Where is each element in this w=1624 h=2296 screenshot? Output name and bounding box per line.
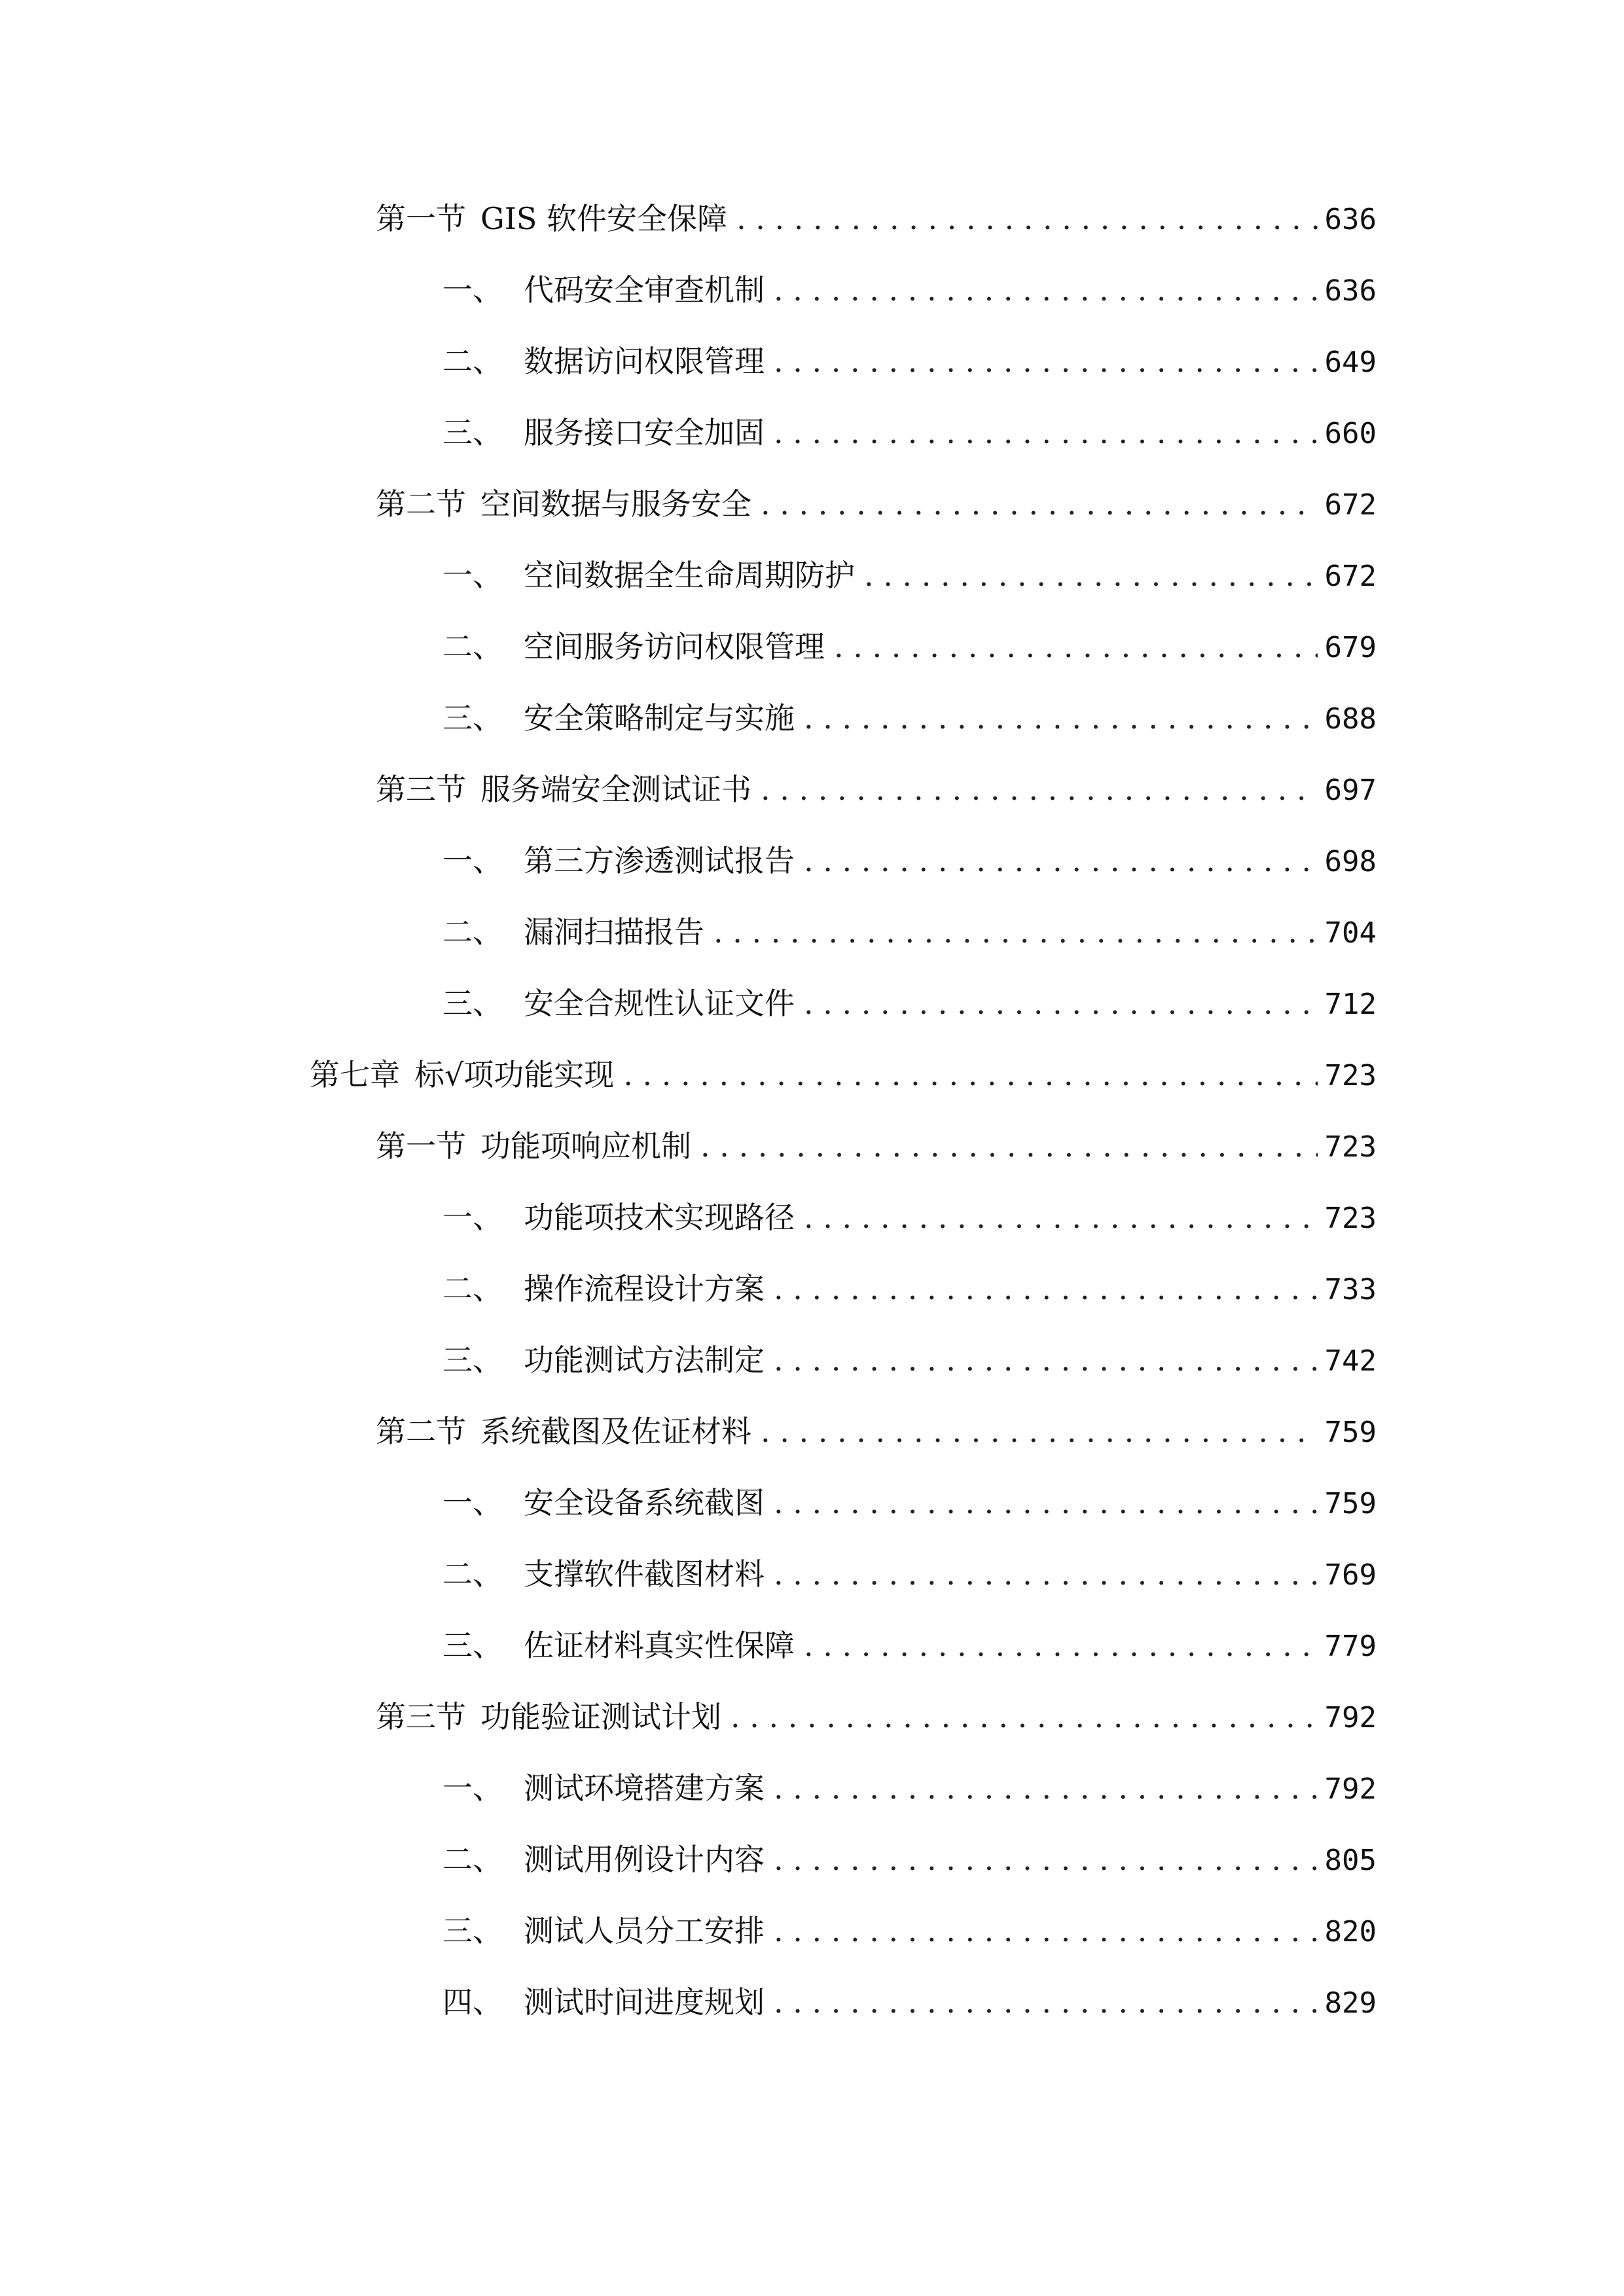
toc-entry-prefix: 二、 — [442, 344, 503, 379]
toc-entry-prefix: 第二节 — [376, 1414, 466, 1449]
toc-entry-prefix: 二、 — [442, 914, 503, 950]
toc-entry-prefix: 第一节 — [376, 1128, 466, 1164]
toc-entry-page: 829 — [1324, 1986, 1377, 2020]
toc-entry[interactable] — [442, 1340, 1377, 1380]
toc-entry[interactable] — [442, 627, 1377, 666]
toc-entry-prefix: 二、 — [442, 629, 503, 664]
toc-entry-page: 792 — [1324, 1701, 1377, 1734]
toc-entry-title: 代码安全审查机制 — [524, 272, 765, 308]
toc-entry[interactable] — [376, 1412, 1377, 1451]
toc-entry-page: 769 — [1324, 1558, 1377, 1592]
toc-entry-prefix: 三、 — [442, 1342, 503, 1378]
toc-entry-page: 698 — [1324, 845, 1377, 878]
toc-entry[interactable] — [442, 698, 1377, 738]
toc-entry-prefix: 第三节 — [376, 1699, 466, 1734]
toc-entry-prefix: 三、 — [442, 986, 503, 1021]
toc-entry[interactable] — [442, 1483, 1377, 1522]
toc-entry-page: 820 — [1324, 1915, 1377, 1948]
toc-entry-page: 759 — [1324, 1487, 1377, 1520]
toc-entry-title: 功能项技术实现路径 — [524, 1200, 795, 1235]
toc-entry[interactable] — [376, 199, 1377, 238]
toc-entry-title: 空间数据与服务安全 — [480, 486, 751, 522]
toc-entry[interactable] — [442, 1982, 1377, 2022]
toc-entry-title: 安全合规性认证文件 — [524, 986, 795, 1021]
toc-entry[interactable] — [442, 342, 1377, 381]
toc-entry-page: 697 — [1324, 774, 1377, 807]
toc-entry-title: 测试人员分工安排 — [524, 1913, 765, 1948]
toc-entry-prefix: 第一节 — [376, 201, 466, 236]
toc-entry-page: 636 — [1324, 274, 1377, 308]
toc-entry-title: GIS 软件安全保障 — [480, 201, 728, 236]
toc-entry[interactable] — [442, 912, 1377, 952]
toc-entry-title: 安全策略制定与实施 — [524, 700, 795, 736]
toc-entry[interactable] — [442, 1198, 1377, 1237]
toc-entry-page: 649 — [1324, 346, 1377, 379]
toc-entry-prefix: 一、 — [442, 558, 503, 593]
toc-entry-title: 服务接口安全加固 — [524, 415, 765, 450]
toc-entry-page: 723 — [1324, 1130, 1377, 1164]
toc-entry-prefix: 一、 — [442, 272, 503, 308]
toc-entry[interactable] — [442, 270, 1377, 310]
toc-entry[interactable] — [442, 1840, 1377, 1879]
toc-entry[interactable] — [310, 1055, 1377, 1094]
toc-entry-page: 636 — [1324, 203, 1377, 236]
toc-entry-prefix: 一、 — [442, 843, 503, 878]
dot-leader — [736, 199, 1318, 238]
toc-entry-page: 723 — [1324, 1202, 1377, 1235]
toc-entry-page: 679 — [1324, 631, 1377, 664]
toc-entry-prefix: 四、 — [442, 1984, 503, 2020]
toc-entry-page: 759 — [1324, 1416, 1377, 1449]
toc-entry-page: 704 — [1324, 916, 1377, 950]
toc-entry[interactable] — [376, 484, 1377, 524]
dot-leader — [623, 1055, 1318, 1094]
toc-entry-title: 功能项响应机制 — [480, 1128, 691, 1164]
toc-entry-title: 空间服务访问权限管理 — [524, 629, 825, 664]
dot-leader — [731, 1697, 1318, 1736]
toc-entry-page: 805 — [1324, 1844, 1377, 1877]
dot-leader — [761, 1412, 1318, 1451]
toc-entry[interactable] — [442, 556, 1377, 595]
toc-entry-page: 660 — [1324, 417, 1377, 450]
toc-entry[interactable] — [442, 984, 1377, 1023]
dot-leader — [774, 1911, 1318, 1950]
toc-entry-title: 测试用例设计内容 — [524, 1842, 765, 1877]
toc-entry[interactable] — [442, 841, 1377, 880]
toc-entry-prefix: 第七章 — [310, 1057, 400, 1092]
dot-leader — [774, 1483, 1318, 1522]
toc-entry-prefix: 一、 — [442, 1200, 503, 1235]
toc-entry-title: 标√项功能实现 — [414, 1057, 615, 1092]
toc-entry-prefix: 三、 — [442, 700, 503, 736]
toc-entry-page: 733 — [1324, 1273, 1377, 1306]
dot-leader — [774, 1269, 1318, 1308]
toc-entry[interactable] — [442, 1554, 1377, 1594]
toc-entry-prefix: 一、 — [442, 1485, 503, 1520]
dot-leader — [834, 627, 1318, 666]
toc-entry-page: 688 — [1324, 702, 1377, 736]
toc-entry-title: 安全设备系统截图 — [524, 1485, 765, 1520]
toc-entry-prefix: 第二节 — [376, 486, 466, 522]
toc-entry[interactable] — [376, 1697, 1377, 1736]
toc-entry[interactable] — [442, 1911, 1377, 1950]
dot-leader — [774, 1768, 1318, 1808]
dot-leader — [713, 912, 1318, 952]
dot-leader — [774, 270, 1318, 310]
toc-entry-title: 漏洞扫描报告 — [524, 914, 704, 950]
toc-entry-title: 空间数据全生命周期防护 — [524, 558, 855, 593]
toc-entry-page: 742 — [1324, 1344, 1377, 1378]
toc-entry-page: 779 — [1324, 1630, 1377, 1663]
toc-entry-prefix: 三、 — [442, 1628, 503, 1663]
toc-entry-prefix: 二、 — [442, 1556, 503, 1592]
toc-entry[interactable] — [442, 413, 1377, 452]
toc-entry-title: 佐证材料真实性保障 — [524, 1628, 795, 1663]
toc-entry-page: 672 — [1324, 560, 1377, 593]
toc-entry-title: 服务端安全测试证书 — [480, 772, 751, 807]
toc-entry[interactable] — [442, 1269, 1377, 1308]
toc-entry-title: 支撑软件截图材料 — [524, 1556, 765, 1592]
toc-entry-prefix: 第三节 — [376, 772, 466, 807]
toc-entry-title: 功能验证测试计划 — [480, 1699, 721, 1734]
dot-leader — [774, 1554, 1318, 1594]
toc-entry-prefix: 三、 — [442, 415, 503, 450]
dot-leader — [804, 698, 1318, 738]
dot-leader — [774, 1982, 1318, 2022]
toc-entry-page: 723 — [1324, 1059, 1377, 1092]
dot-leader — [761, 770, 1318, 809]
toc-entry[interactable] — [442, 1626, 1377, 1665]
dot-leader — [774, 413, 1318, 452]
toc-entry-title: 操作流程设计方案 — [524, 1271, 765, 1306]
toc-entry-prefix: 二、 — [442, 1842, 503, 1877]
toc-entry-page: 672 — [1324, 488, 1377, 522]
toc-entry[interactable] — [442, 1768, 1377, 1808]
dot-leader — [804, 1198, 1318, 1237]
toc-entry-title: 系统截图及佐证材料 — [480, 1414, 751, 1449]
toc-entry-title: 功能测试方法制定 — [524, 1342, 765, 1378]
dot-leader — [804, 984, 1318, 1023]
toc-entry-title: 测试时间进度规划 — [524, 1984, 765, 2020]
dot-leader — [804, 841, 1318, 880]
dot-leader — [774, 1340, 1318, 1380]
toc-entry-page: 792 — [1324, 1772, 1377, 1806]
toc-entry-prefix: 三、 — [442, 1913, 503, 1948]
toc-entry-page: 712 — [1324, 988, 1377, 1021]
toc-entry-title: 数据访问权限管理 — [524, 344, 765, 379]
toc-entry-prefix: 二、 — [442, 1271, 503, 1306]
toc-entry[interactable] — [376, 1126, 1377, 1166]
toc-entry-prefix: 一、 — [442, 1770, 503, 1806]
dot-leader — [700, 1126, 1318, 1166]
dot-leader — [774, 1840, 1318, 1879]
toc-entry-title: 测试环境搭建方案 — [524, 1770, 765, 1806]
dot-leader — [864, 556, 1318, 595]
dot-leader — [804, 1626, 1318, 1665]
toc-entry[interactable] — [376, 770, 1377, 809]
dot-leader — [761, 484, 1318, 524]
toc-entry-title: 第三方渗透测试报告 — [524, 843, 795, 878]
dot-leader — [774, 342, 1318, 381]
